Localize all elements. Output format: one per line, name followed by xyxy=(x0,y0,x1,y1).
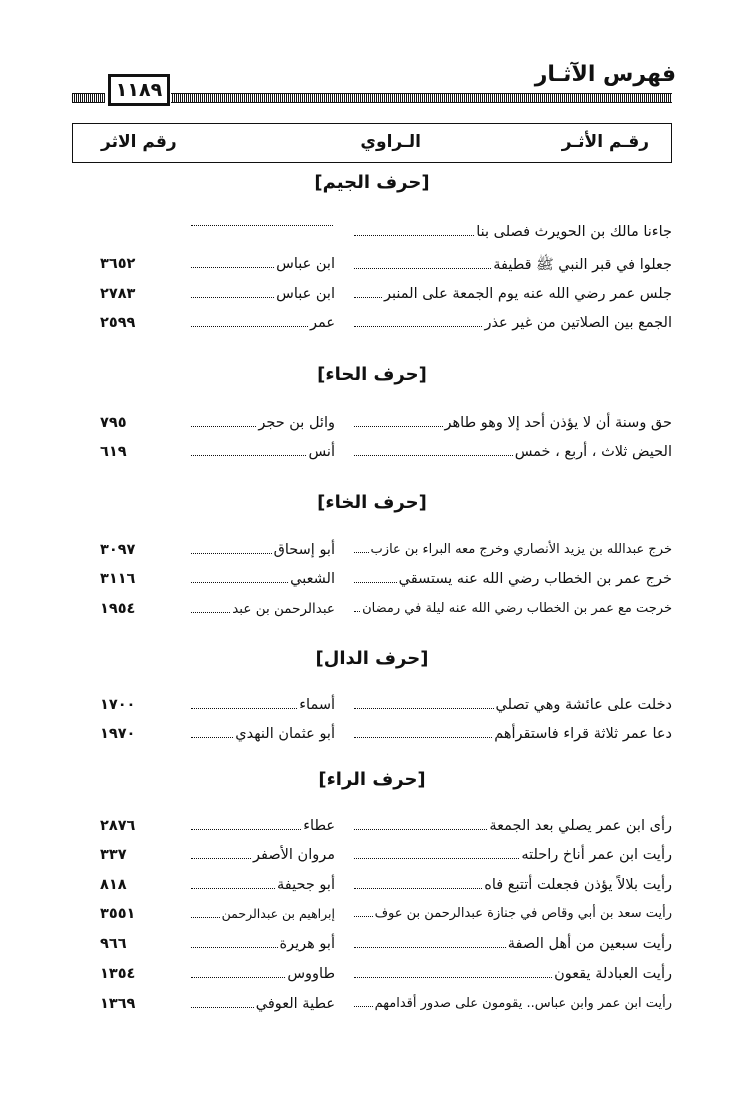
list-item xyxy=(72,906,672,930)
list-item xyxy=(72,444,672,468)
leader-dots xyxy=(191,552,272,554)
athar-text: رأى ابن عمر يصلي بعد الجمعة xyxy=(489,818,672,834)
list-item xyxy=(72,877,672,901)
leader-dots xyxy=(354,857,519,859)
athar-number: ٣٣٧ xyxy=(100,847,127,863)
column-athar-heading: رقـم الأثـر xyxy=(561,132,649,152)
narrator: أبو إسحاق xyxy=(273,542,335,558)
section-title: [حرف الحاء] xyxy=(317,364,427,385)
athar-text: خرج عمر بن الخطاب رضي الله عنه يستسقي xyxy=(398,571,672,587)
athar-number: ٣٠٩٧ xyxy=(100,542,136,558)
list-item xyxy=(72,847,672,871)
column-narrator-heading: الـراوي xyxy=(360,132,421,152)
athar-number: ٦١٩ xyxy=(100,444,127,460)
athar-text: دعا عمر ثلاثة قراء فاستقرأهم xyxy=(494,726,672,742)
list-item xyxy=(72,224,672,248)
leader-dots xyxy=(191,887,275,889)
athar-text: الحيض ثلاث ، أربع ، خمس xyxy=(514,444,672,460)
leader-dots xyxy=(354,1005,373,1007)
column-number-heading: رقم الاثر xyxy=(101,132,177,152)
section-title: [حرف الراء] xyxy=(318,769,426,790)
leader-dots xyxy=(354,581,397,583)
leader-dots xyxy=(354,976,552,978)
narrator: أبو عثمان النهدي xyxy=(235,726,335,742)
narrator: مروان الأصفر xyxy=(252,847,335,863)
list-item xyxy=(72,315,672,339)
section-title: [حرف الجيم] xyxy=(314,172,430,193)
leader-dots xyxy=(191,707,297,709)
athar-text: رأيت ابن عمر أناخ راحلته xyxy=(521,847,672,863)
leader-dots xyxy=(191,946,278,948)
athar-text: دخلت على عائشة وهي تصلي xyxy=(495,697,672,713)
narrator: أسماء xyxy=(299,697,335,713)
list-item xyxy=(72,571,672,595)
leader-dots xyxy=(354,828,487,830)
leader-dots xyxy=(191,224,333,226)
leader-dots xyxy=(191,857,251,859)
athar-number: ٨١٨ xyxy=(100,877,127,893)
leader-dots xyxy=(354,915,373,917)
leader-dots xyxy=(191,916,220,918)
athar-text: جعلوا في قبر النبي ﷺ قطيفة xyxy=(493,257,672,273)
athar-text: جاءنا مالك بن الحويرث فصلى بنا xyxy=(476,224,672,240)
narrator: ابن عباس xyxy=(276,286,335,302)
athar-number: ٩٦٦ xyxy=(100,936,127,952)
list-item xyxy=(72,996,672,1020)
athar-text: رأيت العبادلة يقعون xyxy=(554,966,672,982)
leader-dots xyxy=(354,296,382,298)
narrator: الشعبي xyxy=(290,571,335,587)
athar-text: جلس عمر رضي الله عنه يوم الجمعة على المنبر xyxy=(384,286,672,302)
leader-dots xyxy=(354,425,443,427)
leader-dots xyxy=(191,425,256,427)
list-item xyxy=(72,966,672,990)
narrator: طاووس xyxy=(287,966,335,982)
athar-number: ٢٧٨٣ xyxy=(100,286,136,302)
narrator: ابن عباس xyxy=(276,256,335,272)
leader-dots xyxy=(354,267,491,269)
athar-number: ١٩٥٤ xyxy=(100,601,136,617)
leader-dots xyxy=(191,325,308,327)
leader-dots xyxy=(354,946,506,948)
narrator: أبو هريرة xyxy=(279,936,335,952)
leader-dots xyxy=(354,234,474,236)
athar-text: خرجت مع عمر بن الخطاب رضي الله عنه ليلة في رمضان xyxy=(362,601,672,616)
section-title: [حرف الدال] xyxy=(315,648,429,669)
list-item xyxy=(72,542,672,566)
athar-number: ١٧٠٠ xyxy=(100,697,136,713)
leader-dots xyxy=(191,976,285,978)
list-item xyxy=(72,936,672,960)
athar-number: ١٣٥٤ xyxy=(100,966,136,982)
athar-number: ١٣٦٩ xyxy=(100,996,136,1012)
athar-number: ٢٨٧٦ xyxy=(100,818,136,834)
leader-dots xyxy=(191,454,306,456)
athar-text: رأيت بلالاً يؤذن فجعلت أتتبع فاه xyxy=(484,877,672,893)
athar-text: رأيت ابن عمر وابن عباس.. يقومون على صدور أقدامهم xyxy=(374,996,672,1011)
page-number: ١١٨٩ xyxy=(108,74,170,106)
list-item xyxy=(72,818,672,842)
narrator: عطاء xyxy=(303,818,335,834)
column-header-box xyxy=(72,123,672,163)
narrator: عمر xyxy=(309,315,335,331)
section-title: [حرف الخاء] xyxy=(317,492,427,513)
athar-text: رأيت سعد بن أبي وقاص في جنازة عبدالرحمن بن عوف xyxy=(374,906,672,921)
leader-dots xyxy=(354,707,494,709)
list-item xyxy=(72,415,672,439)
leader-dots xyxy=(191,736,233,738)
narrator: وائل بن حجر xyxy=(258,415,335,431)
leader-dots xyxy=(191,828,301,830)
athar-number: ٣١١٦ xyxy=(100,571,136,587)
athar-number: ٢٥٩٩ xyxy=(100,315,136,331)
list-item xyxy=(72,256,672,280)
leader-dots xyxy=(354,887,482,889)
leader-dots xyxy=(191,611,230,613)
narrator: عبدالرحمن بن عبد xyxy=(232,601,335,617)
leader-dots xyxy=(354,454,513,456)
athar-text: حق وسنة أن لا يؤذن أحد إلا وهو طاهر xyxy=(444,415,672,431)
leader-dots xyxy=(354,736,492,738)
list-item xyxy=(72,726,672,750)
leader-dots xyxy=(191,296,274,298)
leader-dots xyxy=(191,581,288,583)
athar-number: ٣٦٥٢ xyxy=(100,256,136,272)
list-item xyxy=(72,697,672,721)
narrator: أنس xyxy=(308,444,335,460)
athar-number: ٧٩٥ xyxy=(100,415,127,431)
athar-text: رأيت سبعين من أهل الصفة xyxy=(507,936,672,952)
list-item xyxy=(72,286,672,310)
athar-text: الجمع بين الصلاتين من غير عذر xyxy=(484,315,672,331)
athar-text: خرج عبدالله بن يزيد الأنصاري وخرج معه البراء بن عازب xyxy=(370,542,672,557)
running-title: فهرس الآثـار xyxy=(534,62,676,87)
narrator: عطية العوفي xyxy=(255,996,335,1012)
leader-dots xyxy=(191,1006,254,1008)
leader-dots xyxy=(354,551,369,553)
athar-number: ١٩٧٠ xyxy=(100,726,136,742)
leader-dots xyxy=(191,266,274,268)
narrator: إبراهيم بن عبدالرحمن xyxy=(221,906,335,921)
narrator: أبو جحيفة xyxy=(277,877,335,893)
athar-number: ٣٥٥١ xyxy=(100,906,136,922)
list-item xyxy=(72,601,672,625)
leader-dots xyxy=(354,325,482,327)
leader-dots xyxy=(354,610,360,612)
